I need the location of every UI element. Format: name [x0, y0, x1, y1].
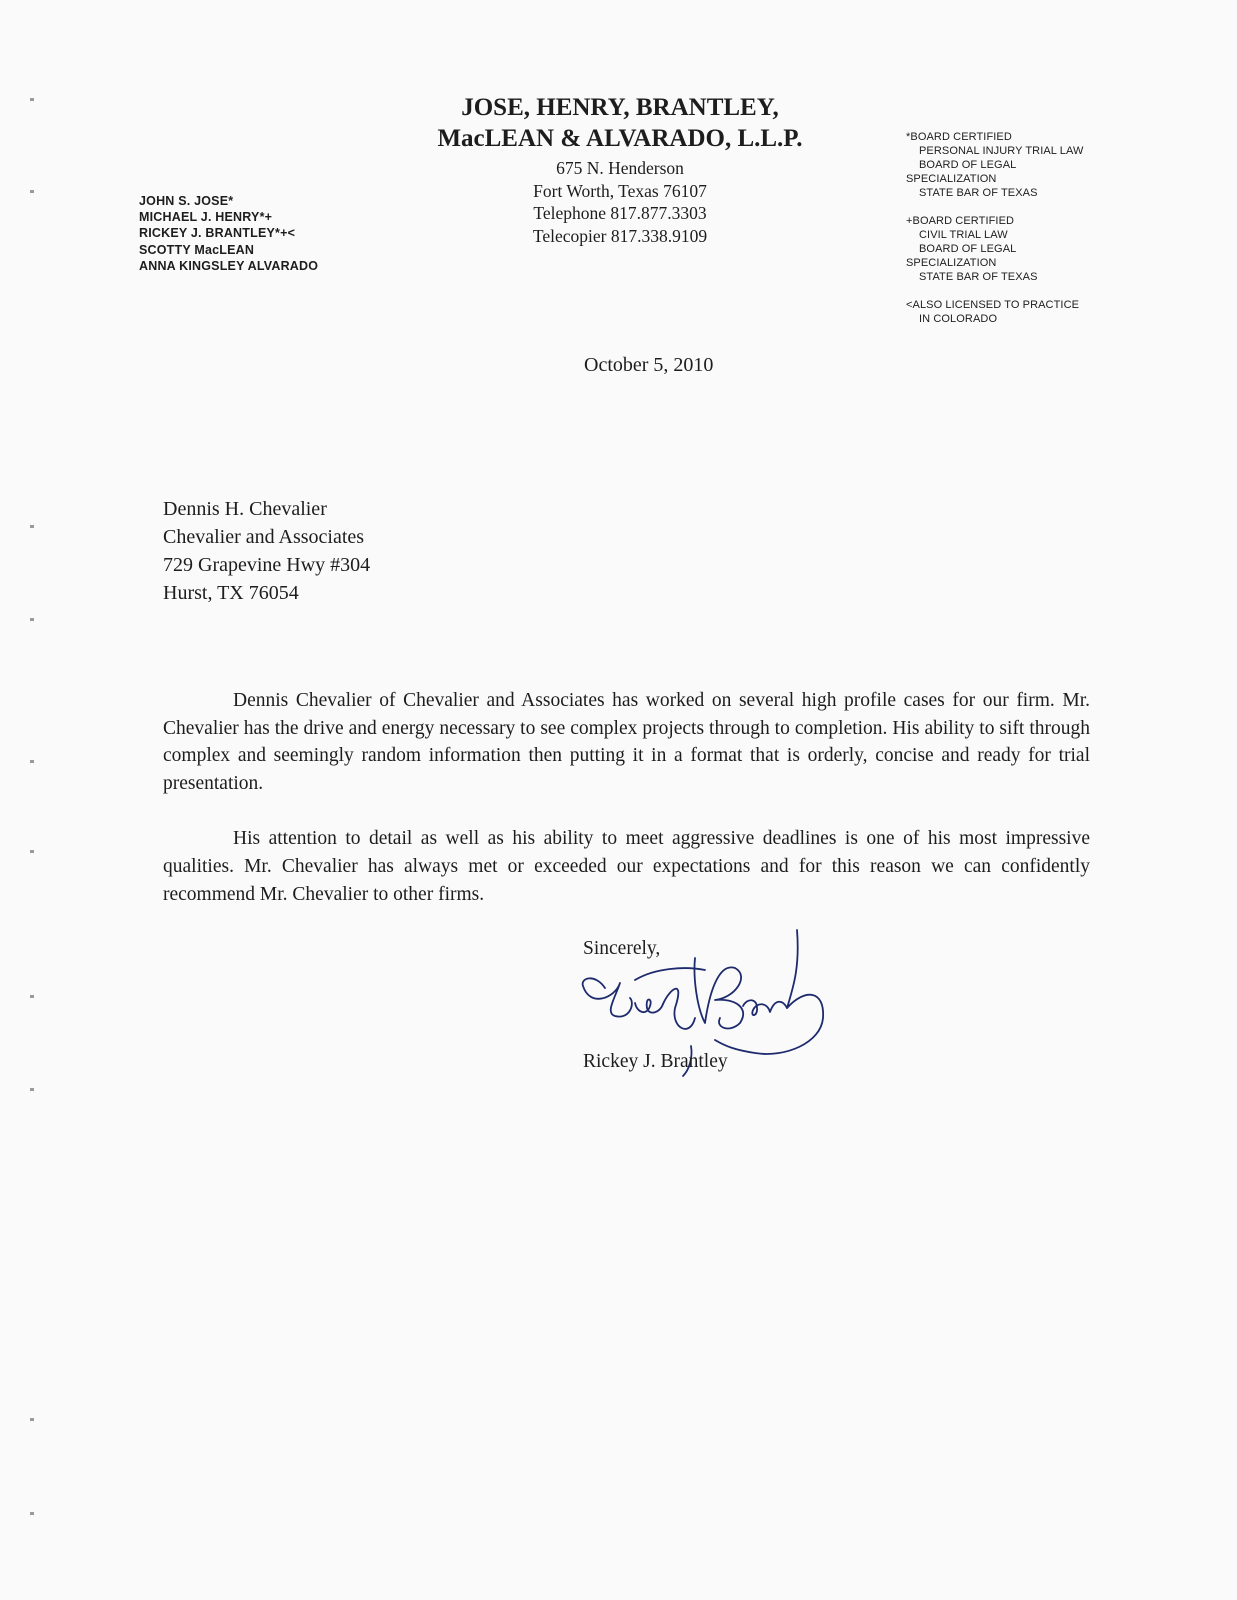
- closing-salutation: Sincerely,: [583, 938, 661, 959]
- note-line: <ALSO LICENSED TO PRACTICE: [906, 299, 1080, 311]
- note-line: STATE BAR OF TEXAS: [919, 187, 1038, 199]
- punch-mark: [30, 1088, 34, 1091]
- note-line: BOARD OF LEGAL: [919, 159, 1017, 171]
- note-line: SPECIALIZATION: [906, 173, 997, 185]
- firm-city: Fort Worth, Texas 76107: [533, 180, 707, 201]
- punch-mark: [30, 618, 34, 621]
- firm-name-line2: MacLEAN & ALVARADO, L.L.P.: [437, 125, 803, 152]
- firm-name: [400, 92, 840, 154]
- punch-mark: [30, 1418, 34, 1421]
- firm-name-line1: JOSE, HENRY, BRANTLEY,: [461, 94, 779, 121]
- recipient-name: Dennis H. Chevalier: [163, 498, 327, 520]
- signer-name: Rickey J. Brantley: [583, 1051, 728, 1072]
- signature-stroke: [635, 1000, 663, 1013]
- firm-street: 675 N. Henderson: [556, 158, 684, 178]
- certification-note-3: [906, 298, 1206, 326]
- note-line: CIVIL TRIAL LAW: [919, 229, 1008, 241]
- body-paragraph-2: His attention to detail as well as his ability to meet aggressive deadlines is one of his most impressive qualities. Mr. Chevalier has always met or exceeded our expectations and for this reason we can confidently recommend Mr. Chevalier to other firms.: [163, 828, 1090, 905]
- signature-stroke: [743, 930, 798, 1015]
- partner-name: MICHAEL J. HENRY*+: [139, 210, 273, 225]
- certification-notes: [906, 130, 1206, 340]
- firm-telecopier: Telecopier 817.338.9109: [532, 225, 708, 246]
- firm-telephone: Telephone 817.877.3303: [533, 203, 707, 223]
- note-line: BOARD OF LEGAL: [919, 243, 1017, 255]
- partner-name: SCOTTY MacLEAN: [139, 242, 255, 257]
- note-line: IN COLORADO: [919, 313, 998, 325]
- letter-date: October 5, 2010: [584, 354, 714, 376]
- letter-body: [163, 687, 1090, 936]
- body-paragraph-1: Dennis Chevalier of Chevalier and Associates has worked on several high profile cases for our firm. Mr. Chevalier has the drive and energy necessary to see complex projects through to completion. His ability to sift through complex and seemingly random information then putting it in a format that is orderly, concise and ready for trial presentation.: [163, 690, 1090, 794]
- punch-mark: [30, 760, 34, 763]
- signature-stroke: [663, 989, 695, 1029]
- note-line: STATE BAR OF TEXAS: [919, 271, 1038, 283]
- certification-note-2: [906, 214, 1206, 284]
- recipient-address: [163, 495, 370, 607]
- signature-stroke: [715, 995, 823, 1054]
- partners-list: [139, 193, 318, 274]
- partner-name: JOHN S. JOSE*: [139, 194, 234, 208]
- signature-stroke: [583, 978, 632, 1016]
- punch-mark: [30, 995, 34, 998]
- punch-mark: [30, 1512, 34, 1515]
- recipient-city: Hurst, TX 76054: [163, 582, 299, 604]
- partner-name: ANNA KINGSLEY ALVARADO: [139, 258, 319, 273]
- partner-name: RICKEY J. BRANTLEY*+<: [139, 226, 296, 241]
- punch-mark: [30, 190, 34, 193]
- recipient-street: 729 Grapevine Hwy #304: [163, 554, 371, 576]
- note-line: +BOARD CERTIFIED: [906, 215, 1015, 227]
- certification-note-1: [906, 130, 1206, 200]
- note-line: *BOARD CERTIFIED: [906, 131, 1012, 143]
- firm-address: [460, 157, 780, 247]
- note-line: PERSONAL INJURY TRIAL LAW: [919, 145, 1084, 157]
- recipient-company: Chevalier and Associates: [163, 526, 365, 548]
- punch-mark: [30, 98, 34, 101]
- note-line: SPECIALIZATION: [906, 257, 997, 269]
- punch-mark: [30, 525, 34, 528]
- punch-mark: [30, 850, 34, 853]
